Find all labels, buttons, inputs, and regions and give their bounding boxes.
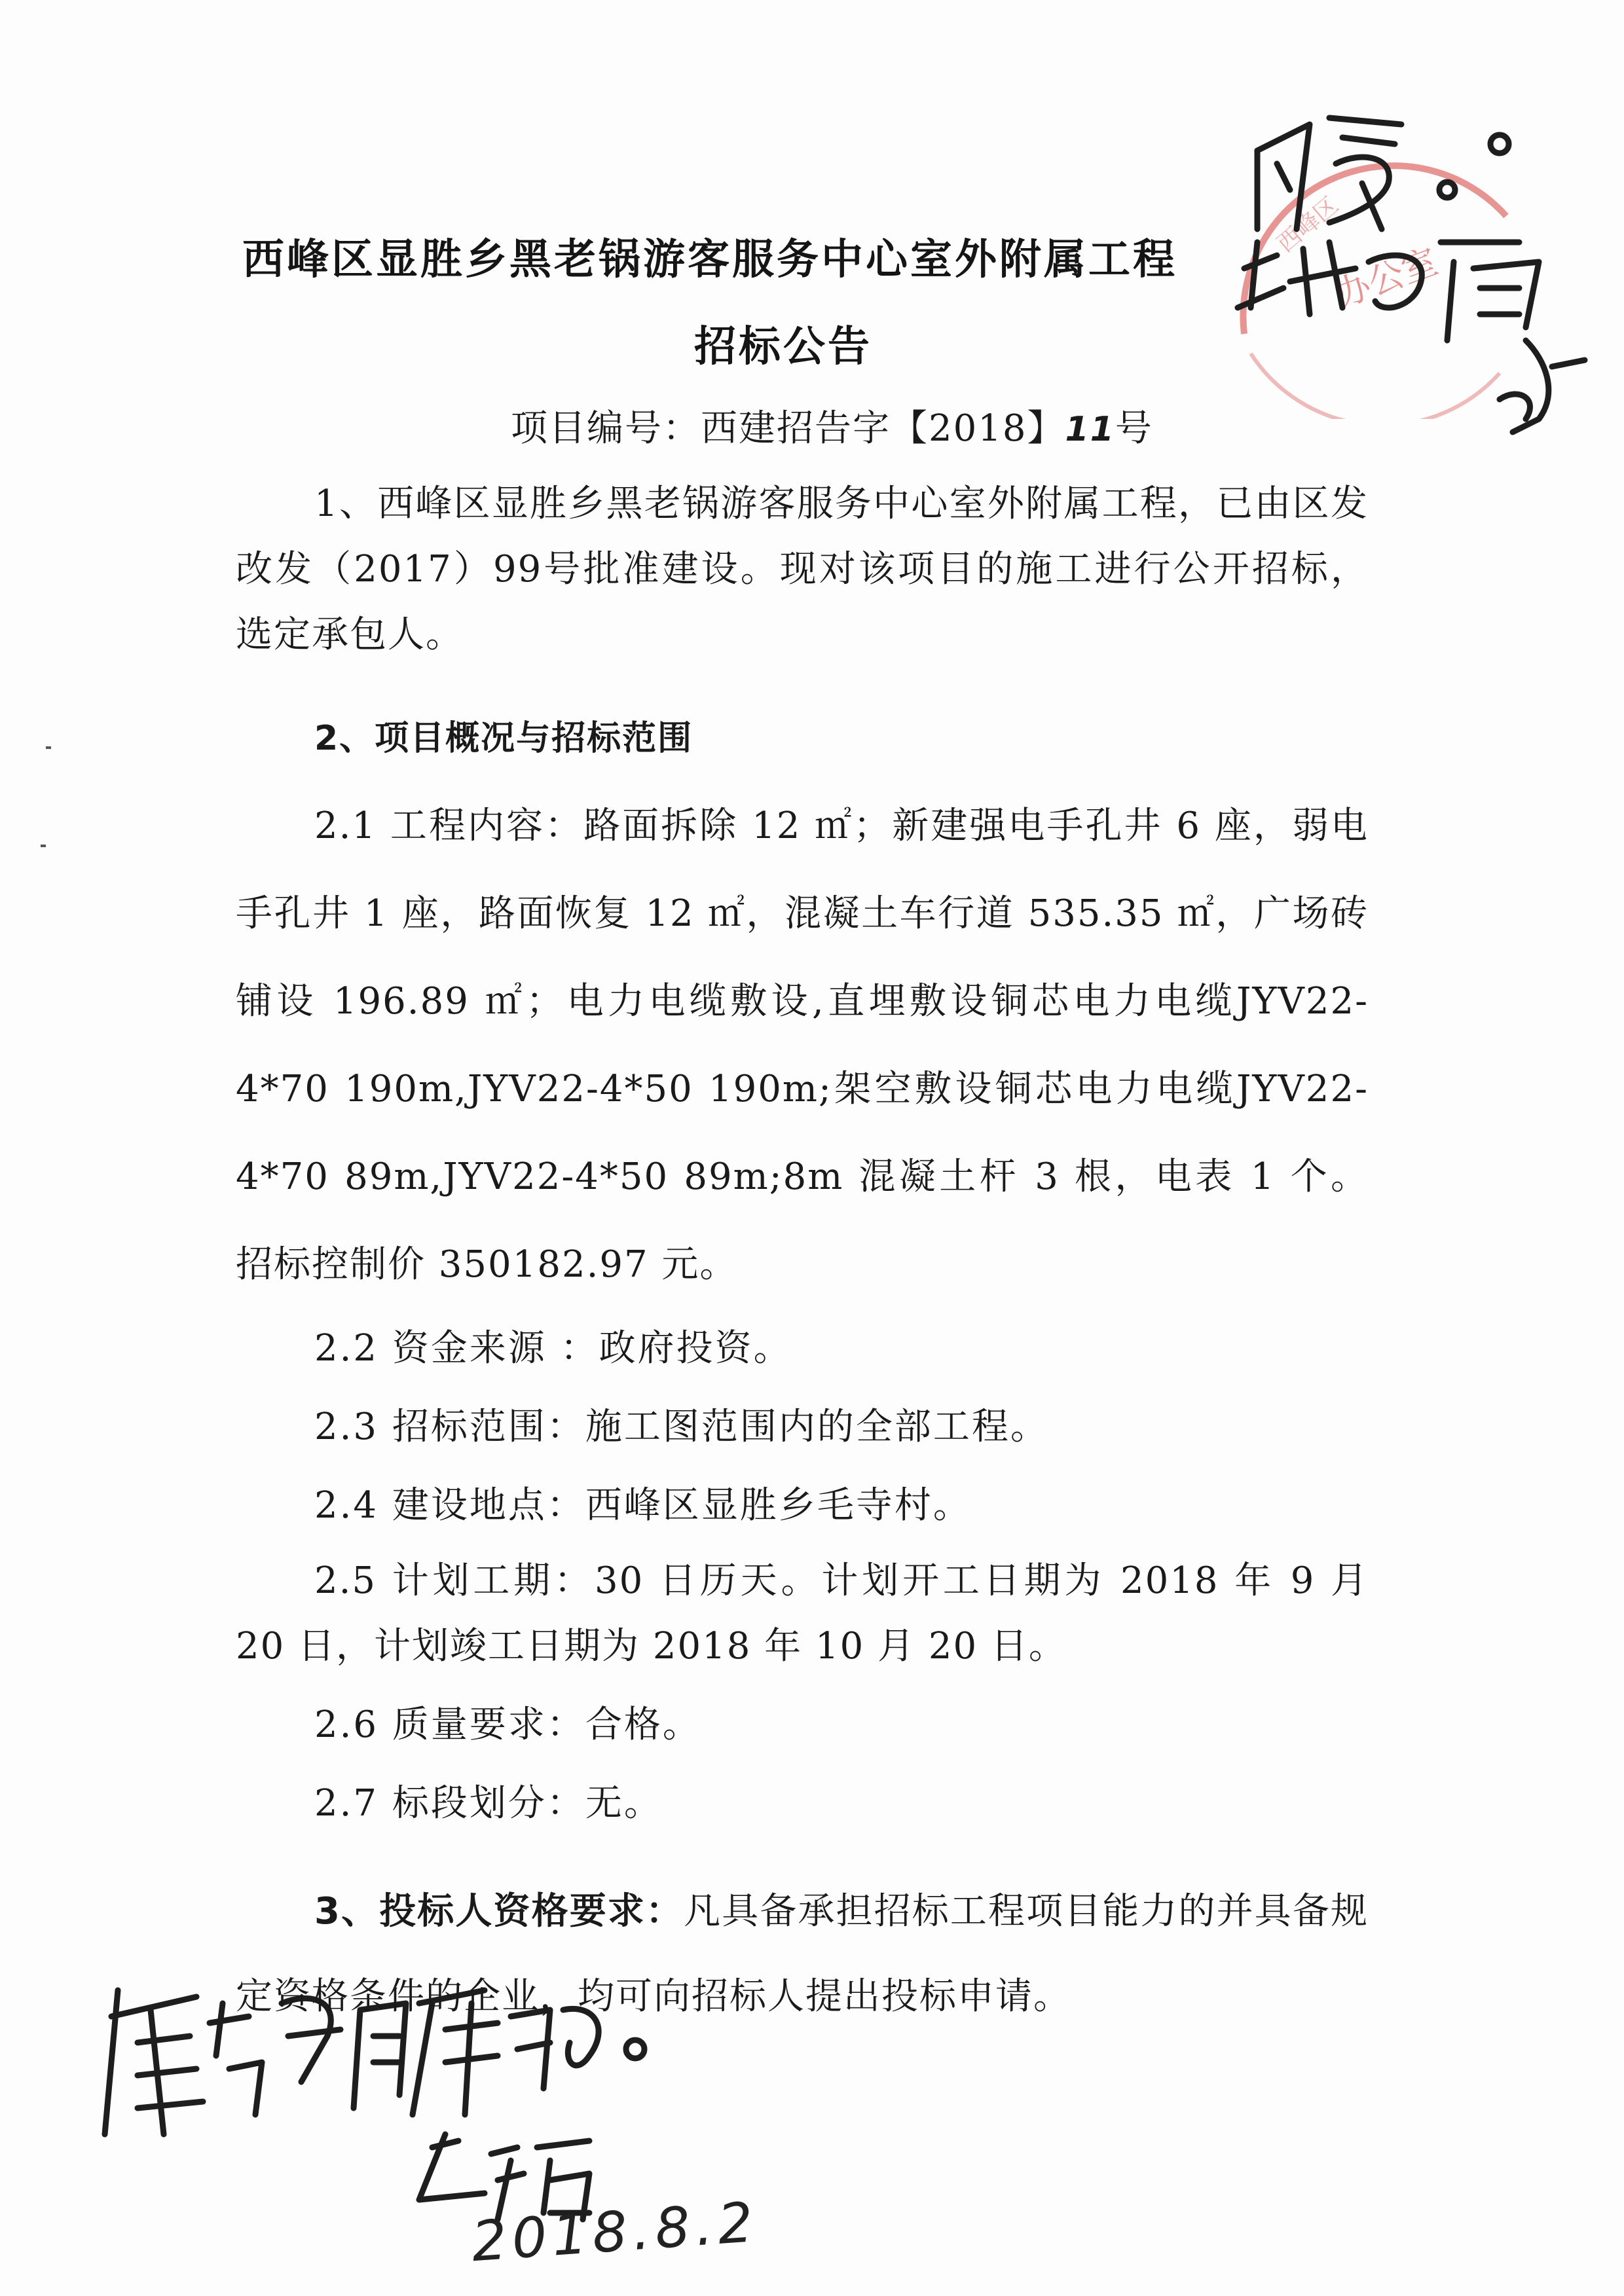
item-2-5-paragraph: 2.5 计划工期：30 日历天。计划开工日期为 2018 年 9 月 20 日，计划竣工日期为 2018 年 10 月 20 日。 [236, 1559, 1369, 1667]
item-2-6: 2.6 质量要求：合格。 [314, 1704, 701, 1746]
document-title-line2: 招标公告 [694, 323, 872, 371]
section-3-paragraph [236, 1869, 1369, 2039]
section-3-heading: 3、投标人资格要求： [314, 1890, 684, 1933]
item-2-1-paragraph: 2.1 工程内容：路面拆除 12 ㎡；新建强电手孔井 6 座，弱电手孔井 1 座，路面恢复 12 ㎡，混凝土车行道 535.35 ㎡，广场砖铺设 196.89 ㎡；电力电缆敷设,直埋敷设铜芯电力电缆JYV22-4*70 190m,JYV22-4*50 190m;架空敷设铜芯电力电缆JYV22-4*70 89m,JYV22-4*50 89m;8m 混凝土杆 3 根，电表 1 个。招标控制价 350182.97 元。 [236, 805, 1369, 1286]
project-number-handwritten: 11 [1065, 410, 1115, 449]
project-number-suffix: 号 [1115, 407, 1153, 450]
project-number-prefix: 项目编号：西建招告字【2018】 [511, 407, 1065, 450]
handwritten-date: 2018.8.2 [470, 2189, 760, 2274]
svg-text:西峰区: 西峰区 [1272, 191, 1344, 258]
section-1-paragraph: 1、西峰区显胜乡黑老锅游客服务中心室外附属工程，已由区发改发（2017）99号批准建设。现对该项目的施工进行公开招标，选定承包人。 [236, 483, 1369, 656]
item-2-2: 2.2 资金来源 ：政府投资。 [314, 1327, 792, 1370]
document-title-line1: 西峰区显胜乡黑老锅游客服务中心室外附属工程 [242, 236, 1177, 284]
item-2-7: 2.7 标段划分：无。 [314, 1782, 663, 1825]
project-number [511, 399, 1153, 452]
section-3-text: 凡具备承担招标工程项目能力的并具备规定资格条件的企业，均可向招标人提出投标申请。 [236, 1890, 1369, 2018]
scan-speck [46, 746, 51, 749]
svg-text:办公室: 办公室 [1329, 240, 1443, 316]
item-2-4: 2.4 建设地点：西峰区显胜乡毛寺村。 [314, 1484, 972, 1527]
section-2-heading: 2、项目概况与招标范围 [314, 719, 693, 758]
scan-speck [41, 845, 46, 847]
item-2-3: 2.3 招标范围：施工图范围内的全部工程。 [314, 1406, 1049, 1448]
